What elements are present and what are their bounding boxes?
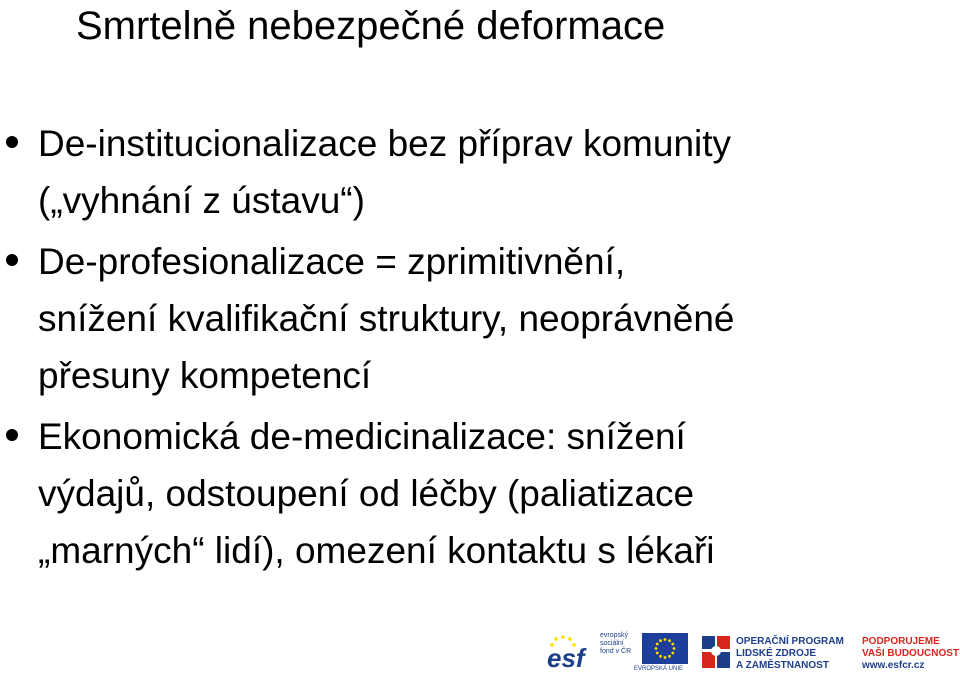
op-program-line: A ZAMĚSTNANOST xyxy=(736,660,829,671)
bullet-line: přesuny kompetencí xyxy=(38,355,372,396)
bullet-line: „marných“ lidí), omezení kontaktu s lékaři xyxy=(38,530,715,571)
bullet-line: snížení kvalifikační struktury, neoprávněné xyxy=(38,298,735,339)
eu-caption: EVROPSKÁ UNIE xyxy=(634,666,684,672)
bullet-list xyxy=(38,115,938,583)
support-line: PODPORUJEME xyxy=(862,636,940,647)
op-program-icon xyxy=(702,632,732,672)
slide-title: Smrtelně nebezpečné deformace xyxy=(76,4,666,48)
bullet-line: výdajů, odstoupení od léčby (paliatizace xyxy=(38,473,695,514)
esf-caption xyxy=(600,632,642,656)
eu-flag-icon xyxy=(642,633,688,664)
op-program-text xyxy=(736,636,844,672)
bullet-dot-icon xyxy=(6,429,18,441)
esf-logo-text: esf xyxy=(547,643,585,671)
op-program-line: OPERAČNÍ PROGRAM xyxy=(736,636,844,647)
bullet-dot-icon xyxy=(6,254,18,266)
footer-logo-strip xyxy=(0,626,960,676)
bullet-dot-icon xyxy=(6,136,18,148)
bullet-item-deinstitutionalization xyxy=(38,115,938,229)
bullet-line: De-profesionalizace = zprimitivnění, xyxy=(38,241,626,282)
esf-logo xyxy=(545,633,605,671)
bullet-line: Ekonomická de-medicinalizace: snížení xyxy=(38,416,686,457)
bullet-item-deprofessionalization xyxy=(38,233,938,404)
support-text xyxy=(862,636,959,672)
bullet-line: De-institucionalizace bez příprav komunity xyxy=(38,123,732,164)
esf-caption-line: sociální xyxy=(600,640,624,647)
esf-caption-line: evropský xyxy=(600,632,629,639)
support-url: www.esfcr.cz xyxy=(862,660,925,671)
esf-caption-line: fond v ČR xyxy=(600,648,632,655)
support-line: VAŠI BUDOUCNOST xyxy=(862,648,960,659)
bullet-line: („vyhnání z ústavu“) xyxy=(38,180,365,221)
op-program-line: LIDSKÉ ZDROJE xyxy=(736,648,817,659)
bullet-item-demedicalization xyxy=(38,408,938,579)
